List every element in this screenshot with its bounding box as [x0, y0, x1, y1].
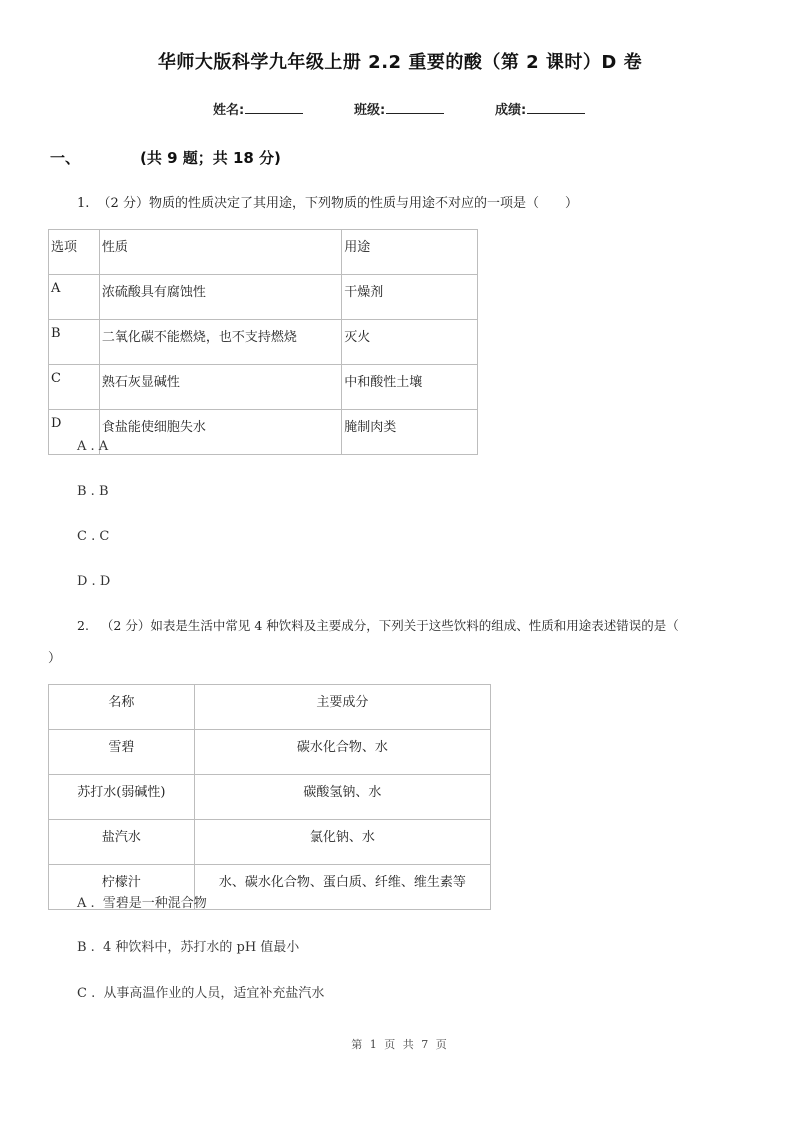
question-2-option-c[interactable]	[77, 982, 324, 1001]
question-1-option-a[interactable]	[77, 439, 108, 454]
name-label: 姓名:	[213, 103, 245, 118]
option-letter: A .	[77, 439, 95, 454]
option-text: C	[99, 529, 110, 544]
table-row	[49, 275, 478, 320]
question-1-number: 1.	[77, 196, 90, 211]
class-label: 班级:	[354, 103, 386, 118]
score-label: 成绩:	[495, 103, 527, 118]
section-number: 一、	[50, 149, 81, 167]
table-header-cell: 用途	[342, 230, 478, 275]
score-field[interactable]	[495, 99, 585, 118]
table-cell: 浓硫酸具有腐蚀性	[99, 275, 341, 320]
option-text: 从事高温作业的人员，适宜补充盐汽水	[103, 986, 325, 1001]
table-header-row	[49, 685, 491, 730]
table-row	[49, 320, 478, 365]
table-cell: 柠檬汁	[49, 865, 195, 910]
name-field[interactable]	[213, 99, 303, 118]
table-header-cell: 选项	[49, 230, 100, 275]
option-letter: A .	[77, 896, 95, 911]
table-row	[49, 820, 491, 865]
option-letter: B .	[77, 484, 95, 499]
question-1-table	[48, 229, 478, 455]
table-cell: 雪碧	[49, 730, 195, 775]
table-cell: 碳水化合物、水	[194, 730, 490, 775]
table-cell: C	[49, 365, 100, 410]
score-blank[interactable]	[527, 99, 585, 114]
question-2-number: 2.	[77, 618, 89, 633]
option-letter: C .	[77, 529, 96, 544]
option-letter: B .	[77, 940, 95, 955]
table-cell: 盐汽水	[49, 820, 195, 865]
question-1-text: （2 分）物质的性质决定了其用途，下列物质的性质与用途不对应的一项是（ ）	[97, 196, 578, 211]
table-header-cell: 主要成分	[194, 685, 490, 730]
question-2-table	[48, 684, 491, 910]
table-cell: 二氧化碳不能燃烧，也不支持燃烧	[99, 320, 341, 365]
table-header-cell: 性质	[99, 230, 341, 275]
question-2-text: （2 分）如表是生活中常见 4 种饮料及主要成分，下列关于这些饮料的组成、性质和用途表述错误的是（	[100, 618, 679, 633]
option-text: A	[98, 439, 109, 454]
question-2	[77, 616, 679, 634]
page-footer: 第 1 页 共 7 页	[351, 1038, 449, 1051]
table-cell: 中和酸性土壤	[342, 365, 478, 410]
question-1	[77, 192, 578, 211]
option-text: 4 种饮料中，苏打水的 pH 值最小	[102, 940, 300, 955]
table-cell: D	[49, 410, 100, 455]
table-cell: 氯化钠、水	[194, 820, 490, 865]
table-cell: B	[49, 320, 100, 365]
table-row	[49, 410, 478, 455]
question-1-option-b[interactable]	[77, 484, 109, 499]
question-2-text-cont: ）	[48, 651, 62, 666]
table-row	[49, 775, 491, 820]
table-cell: 食盐能使细胞失水	[99, 410, 341, 455]
question-2-option-b[interactable]	[77, 936, 299, 955]
class-field[interactable]	[354, 99, 444, 118]
table-cell: 干燥剂	[342, 275, 478, 320]
question-1-option-c[interactable]	[77, 529, 109, 544]
question-1-option-d[interactable]	[77, 574, 110, 589]
table-header-row	[49, 230, 478, 275]
document-title: 华师大版科学九年级上册 2.2 重要的酸（第 2 课时）D 卷	[157, 52, 643, 73]
table-header-cell: 名称	[49, 685, 195, 730]
option-text: D	[99, 574, 111, 589]
option-letter: D .	[77, 574, 96, 589]
table-cell: 熟石灰显碱性	[99, 365, 341, 410]
table-cell: 苏打水(弱碱性)	[49, 775, 195, 820]
name-blank[interactable]	[245, 99, 303, 114]
table-row	[49, 365, 478, 410]
table-cell: 灭火	[342, 320, 478, 365]
option-text: 雪碧是一种混合物	[102, 896, 207, 911]
table-row	[49, 730, 491, 775]
table-cell: 碳酸氢钠、水	[194, 775, 490, 820]
option-letter: C .	[77, 986, 96, 1001]
question-2-option-a[interactable]	[77, 892, 207, 911]
option-text: B	[98, 484, 109, 499]
table-cell: A	[49, 275, 100, 320]
class-blank[interactable]	[386, 99, 444, 114]
table-cell: 水、碳水化合物、蛋白质、纤维、维生素等	[194, 865, 490, 910]
section-summary: (共 9 题；共 18 分)	[140, 149, 281, 167]
table-cell: 腌制肉类	[342, 410, 478, 455]
